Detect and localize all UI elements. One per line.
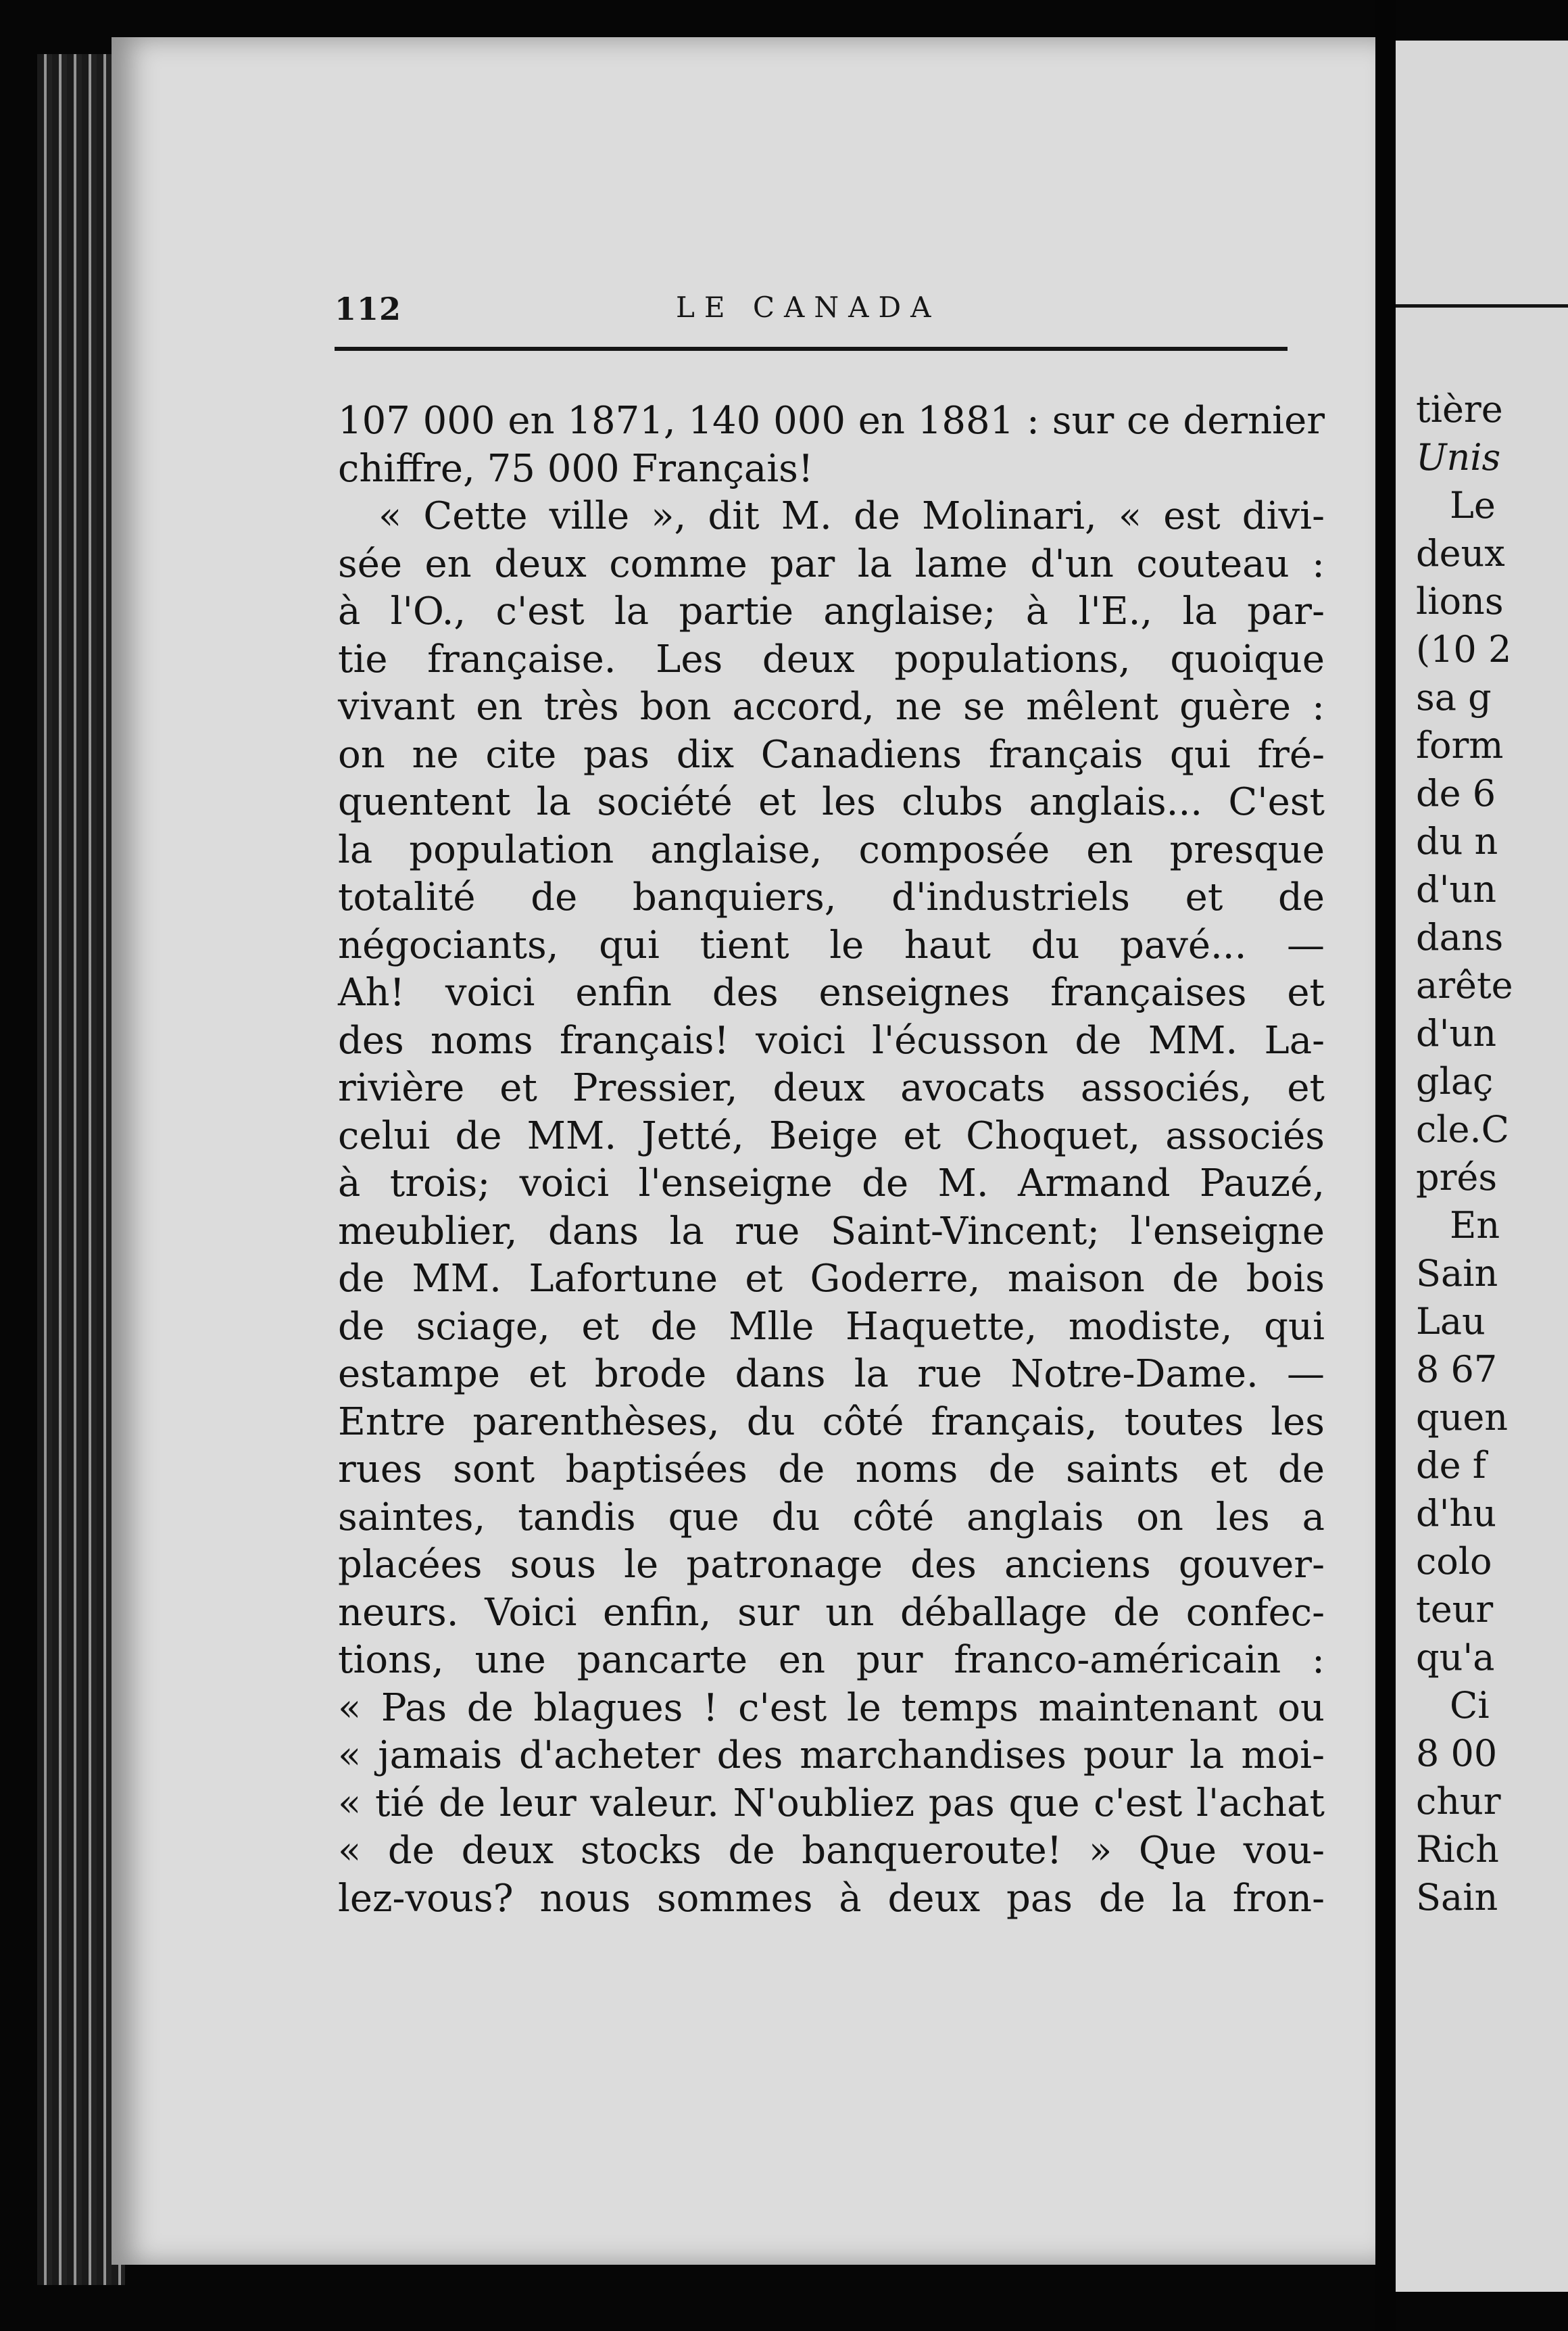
text-fragment: En <box>1450 1204 1500 1247</box>
text-line: rivière et Pressier, deux avocats associés, et <box>338 1066 1325 1110</box>
text-fragment: qu'a <box>1416 1636 1495 1679</box>
text-fragment: Le <box>1450 484 1496 527</box>
text-line: à trois; voici l'enseigne de M. Armand Pauzé, <box>338 1161 1325 1205</box>
text-line: tie française. Les deux populations, quoique <box>338 637 1325 681</box>
text-fragment: tière <box>1416 388 1503 431</box>
text-fragment: Sain <box>1416 1876 1498 1919</box>
text-line: placées sous le patronage des anciens gouver- <box>338 1543 1325 1587</box>
text-fragment: form <box>1416 724 1504 767</box>
text-line: on ne cite pas dix Canadiens français qui fré- <box>338 732 1325 777</box>
text-fragment: Ci <box>1450 1684 1490 1727</box>
text-line: saintes, tandis que du côté anglais on les a <box>338 1495 1325 1539</box>
text-line: quentent la société et les clubs anglais... C'est <box>338 780 1325 824</box>
text-fragment: sa g <box>1416 676 1492 719</box>
text-fragment: cle.C <box>1416 1108 1509 1151</box>
text-line: « de deux stocks de banqueroute! » Que vou- <box>338 1829 1325 1873</box>
text-line: la population anglaise, composée en presque <box>338 827 1325 872</box>
text-fragment: 8 00 <box>1416 1732 1498 1775</box>
text-line: des noms français! voici l'écusson de MM. La- <box>338 1018 1325 1063</box>
running-title: LE CANADA <box>676 291 941 324</box>
text-fragment: (10 2 <box>1416 628 1512 671</box>
text-fragment: d'un <box>1416 1012 1496 1055</box>
text-line: estampe et brode dans la rue Notre-Dame. — <box>338 1352 1325 1396</box>
right-header-rule <box>1396 304 1568 308</box>
text-line: tions, une pancarte en pur franco-américain : <box>338 1638 1325 1682</box>
text-line: « Cette ville », dit M. de Molinari, « est divi- <box>378 494 1325 538</box>
text-fragment: d'un <box>1416 868 1496 911</box>
text-line: « Pas de blagues ! c'est le temps maintenant ou <box>338 1685 1325 1730</box>
text-line: rues sont baptisées de noms de saints et de <box>338 1447 1325 1491</box>
text-fragment: de 6 <box>1416 772 1496 815</box>
text-line: vivant en très bon accord, ne se mêlent guère : <box>338 685 1325 729</box>
text-fragment: prés <box>1416 1156 1498 1199</box>
text-line: totalité de banquiers, d'industriels et de <box>338 875 1325 919</box>
text-fragment: colo <box>1416 1540 1492 1583</box>
text-fragment: arête <box>1416 964 1513 1007</box>
text-fragment: 8 67 <box>1416 1348 1498 1391</box>
right-page-text <box>1416 385 1568 1921</box>
text-line: de sciage, et de Mlle Haquette, modiste, qui <box>338 1304 1325 1349</box>
text-fragment: Lau <box>1416 1300 1486 1343</box>
text-fragment: Unis <box>1416 436 1501 479</box>
text-line: de MM. Lafortune et Goderre, maison de bois <box>338 1257 1325 1301</box>
text-fragment: chur <box>1416 1780 1501 1823</box>
text-line: meublier, dans la rue Saint-Vincent; l'enseigne <box>338 1209 1325 1253</box>
text-fragment: Rich <box>1416 1828 1499 1871</box>
text-fragment: deux <box>1416 532 1505 575</box>
text-line: Entre parenthèses, du côté français, toutes les <box>338 1399 1325 1444</box>
body-text <box>338 398 1325 1923</box>
text-line: Ah! voici enfin des enseignes françaises et <box>338 971 1325 1015</box>
text-line: celui de MM. Jetté, Beige et Choquet, associés <box>338 1113 1325 1158</box>
text-line: chiffre, 75 000 Français! <box>338 446 814 491</box>
right-page-fragment <box>1396 41 1568 2292</box>
text-line: lez-vous? nous sommes à deux pas de la fron- <box>338 1876 1325 1921</box>
text-fragment: teur <box>1416 1588 1494 1631</box>
text-fragment: d'hu <box>1416 1492 1496 1535</box>
text-line: neurs. Voici enfin, sur un déballage de confec- <box>338 1590 1325 1635</box>
running-header <box>335 291 1301 331</box>
text-line: 107 000 en 1871, 140 000 en 1881 : sur ce dernier <box>338 399 1325 443</box>
text-line: « jamais d'acheter des marchandises pour la moi- <box>338 1733 1325 1777</box>
text-fragment: quen <box>1416 1396 1509 1439</box>
text-fragment: du n <box>1416 820 1498 863</box>
header-rule <box>335 347 1288 351</box>
text-fragment: Sain <box>1416 1252 1498 1295</box>
text-fragment: glaç <box>1416 1060 1494 1103</box>
text-line: négociants, qui tient le haut du pavé... — <box>338 923 1325 967</box>
text-line: « tié de leur valeur. N'oubliez pas que c'est l'achat <box>338 1781 1325 1825</box>
book-gutter <box>1375 0 1396 2331</box>
text-fragment: de f <box>1416 1444 1486 1487</box>
text-line: sée en deux comme par la lame d'un couteau : <box>338 542 1325 586</box>
page-number: 112 <box>335 291 402 327</box>
text-fragment: lions <box>1416 580 1504 623</box>
text-line: à l'O., c'est la partie anglaise; à l'E., la par- <box>338 590 1325 633</box>
text-fragment: dans <box>1416 916 1504 959</box>
